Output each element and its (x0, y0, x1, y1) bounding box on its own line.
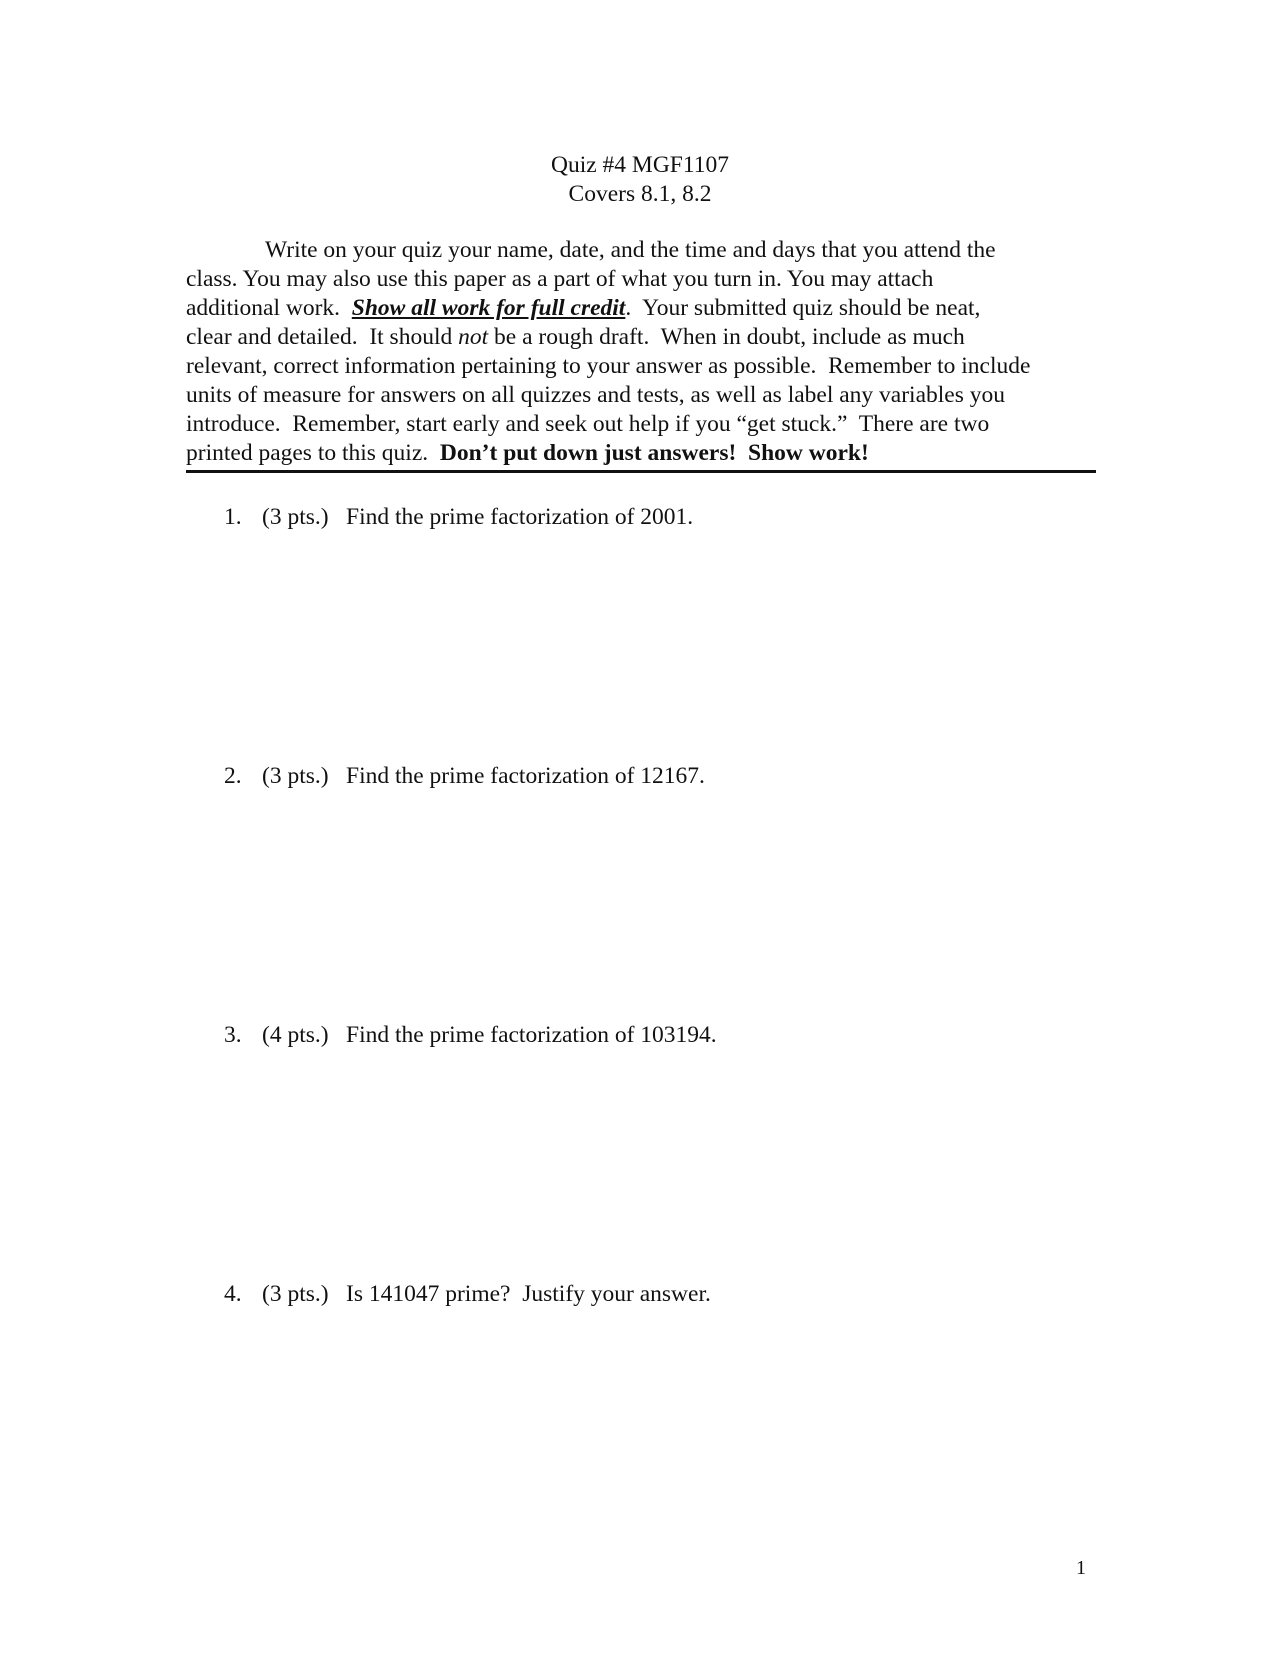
question-number: 4. (224, 1281, 242, 1307)
question-text: Is 141047 prime? Justify your answer. (346, 1281, 711, 1307)
instructions-line-4-end: be a rough draft. When in doubt, include as much (488, 324, 965, 350)
page-number: 1 (1076, 1557, 1086, 1579)
question-text: Find the prime factorization of 103194. (346, 1022, 717, 1048)
question-number: 3. (224, 1022, 242, 1048)
question-points: (3 pts.) (262, 763, 329, 789)
question-text: Find the prime factorization of 12167. (346, 763, 705, 789)
question-points: (3 pts.) (262, 504, 329, 530)
page-subtitle: Covers 8.1, 8.2 (568, 181, 712, 207)
instructions-line-7: introduce. Remember, start early and seek out help if you “get stuck.” There are two (186, 411, 990, 437)
instructions-line-5: relevant, correct information pertaining to your answer as possible. Remember to include (186, 353, 1031, 379)
instructions-line-8 (186, 439, 1096, 468)
instructions-line-4 (186, 323, 1096, 352)
question-3 (224, 1021, 717, 1050)
instructions-paragraph (186, 236, 1096, 473)
question-number: 1. (224, 504, 242, 530)
question-number: 2. (224, 763, 242, 789)
question-2 (224, 762, 705, 791)
header (0, 151, 1280, 209)
question-1 (224, 503, 693, 532)
question-points: (3 pts.) (262, 1281, 329, 1307)
question-text: Find the prime factorization of 2001. (346, 504, 694, 530)
question-4 (224, 1280, 711, 1309)
instructions-line-3-start: additional work. (186, 295, 352, 321)
instructions-line-3 (186, 294, 1096, 323)
not-emphasis: not (458, 324, 489, 350)
question-points: (4 pts.) (262, 1022, 329, 1048)
show-work-emphasis: Don’t put down just answers! Show work! (439, 440, 869, 466)
instructions-line-8-start: printed pages to this quiz. (186, 440, 440, 466)
instructions-line-6: units of measure for answers on all quizzes and tests, as well as label any variables you (186, 382, 1005, 408)
instructions-line-3-end: . Your submitted quiz should be neat, (625, 295, 981, 321)
page-title: Quiz #4 MGF1107 (551, 152, 729, 178)
instructions-line-2: class. You may also use this paper as a part of what you turn in. You may attach (186, 266, 934, 292)
show-all-work-emphasis: Show all work for full credit (351, 295, 626, 321)
instructions-line-1: Write on your quiz your name, date, and the time and days that you attend the (265, 237, 996, 263)
instructions-line-4-start: clear and detailed. It should (186, 324, 459, 350)
